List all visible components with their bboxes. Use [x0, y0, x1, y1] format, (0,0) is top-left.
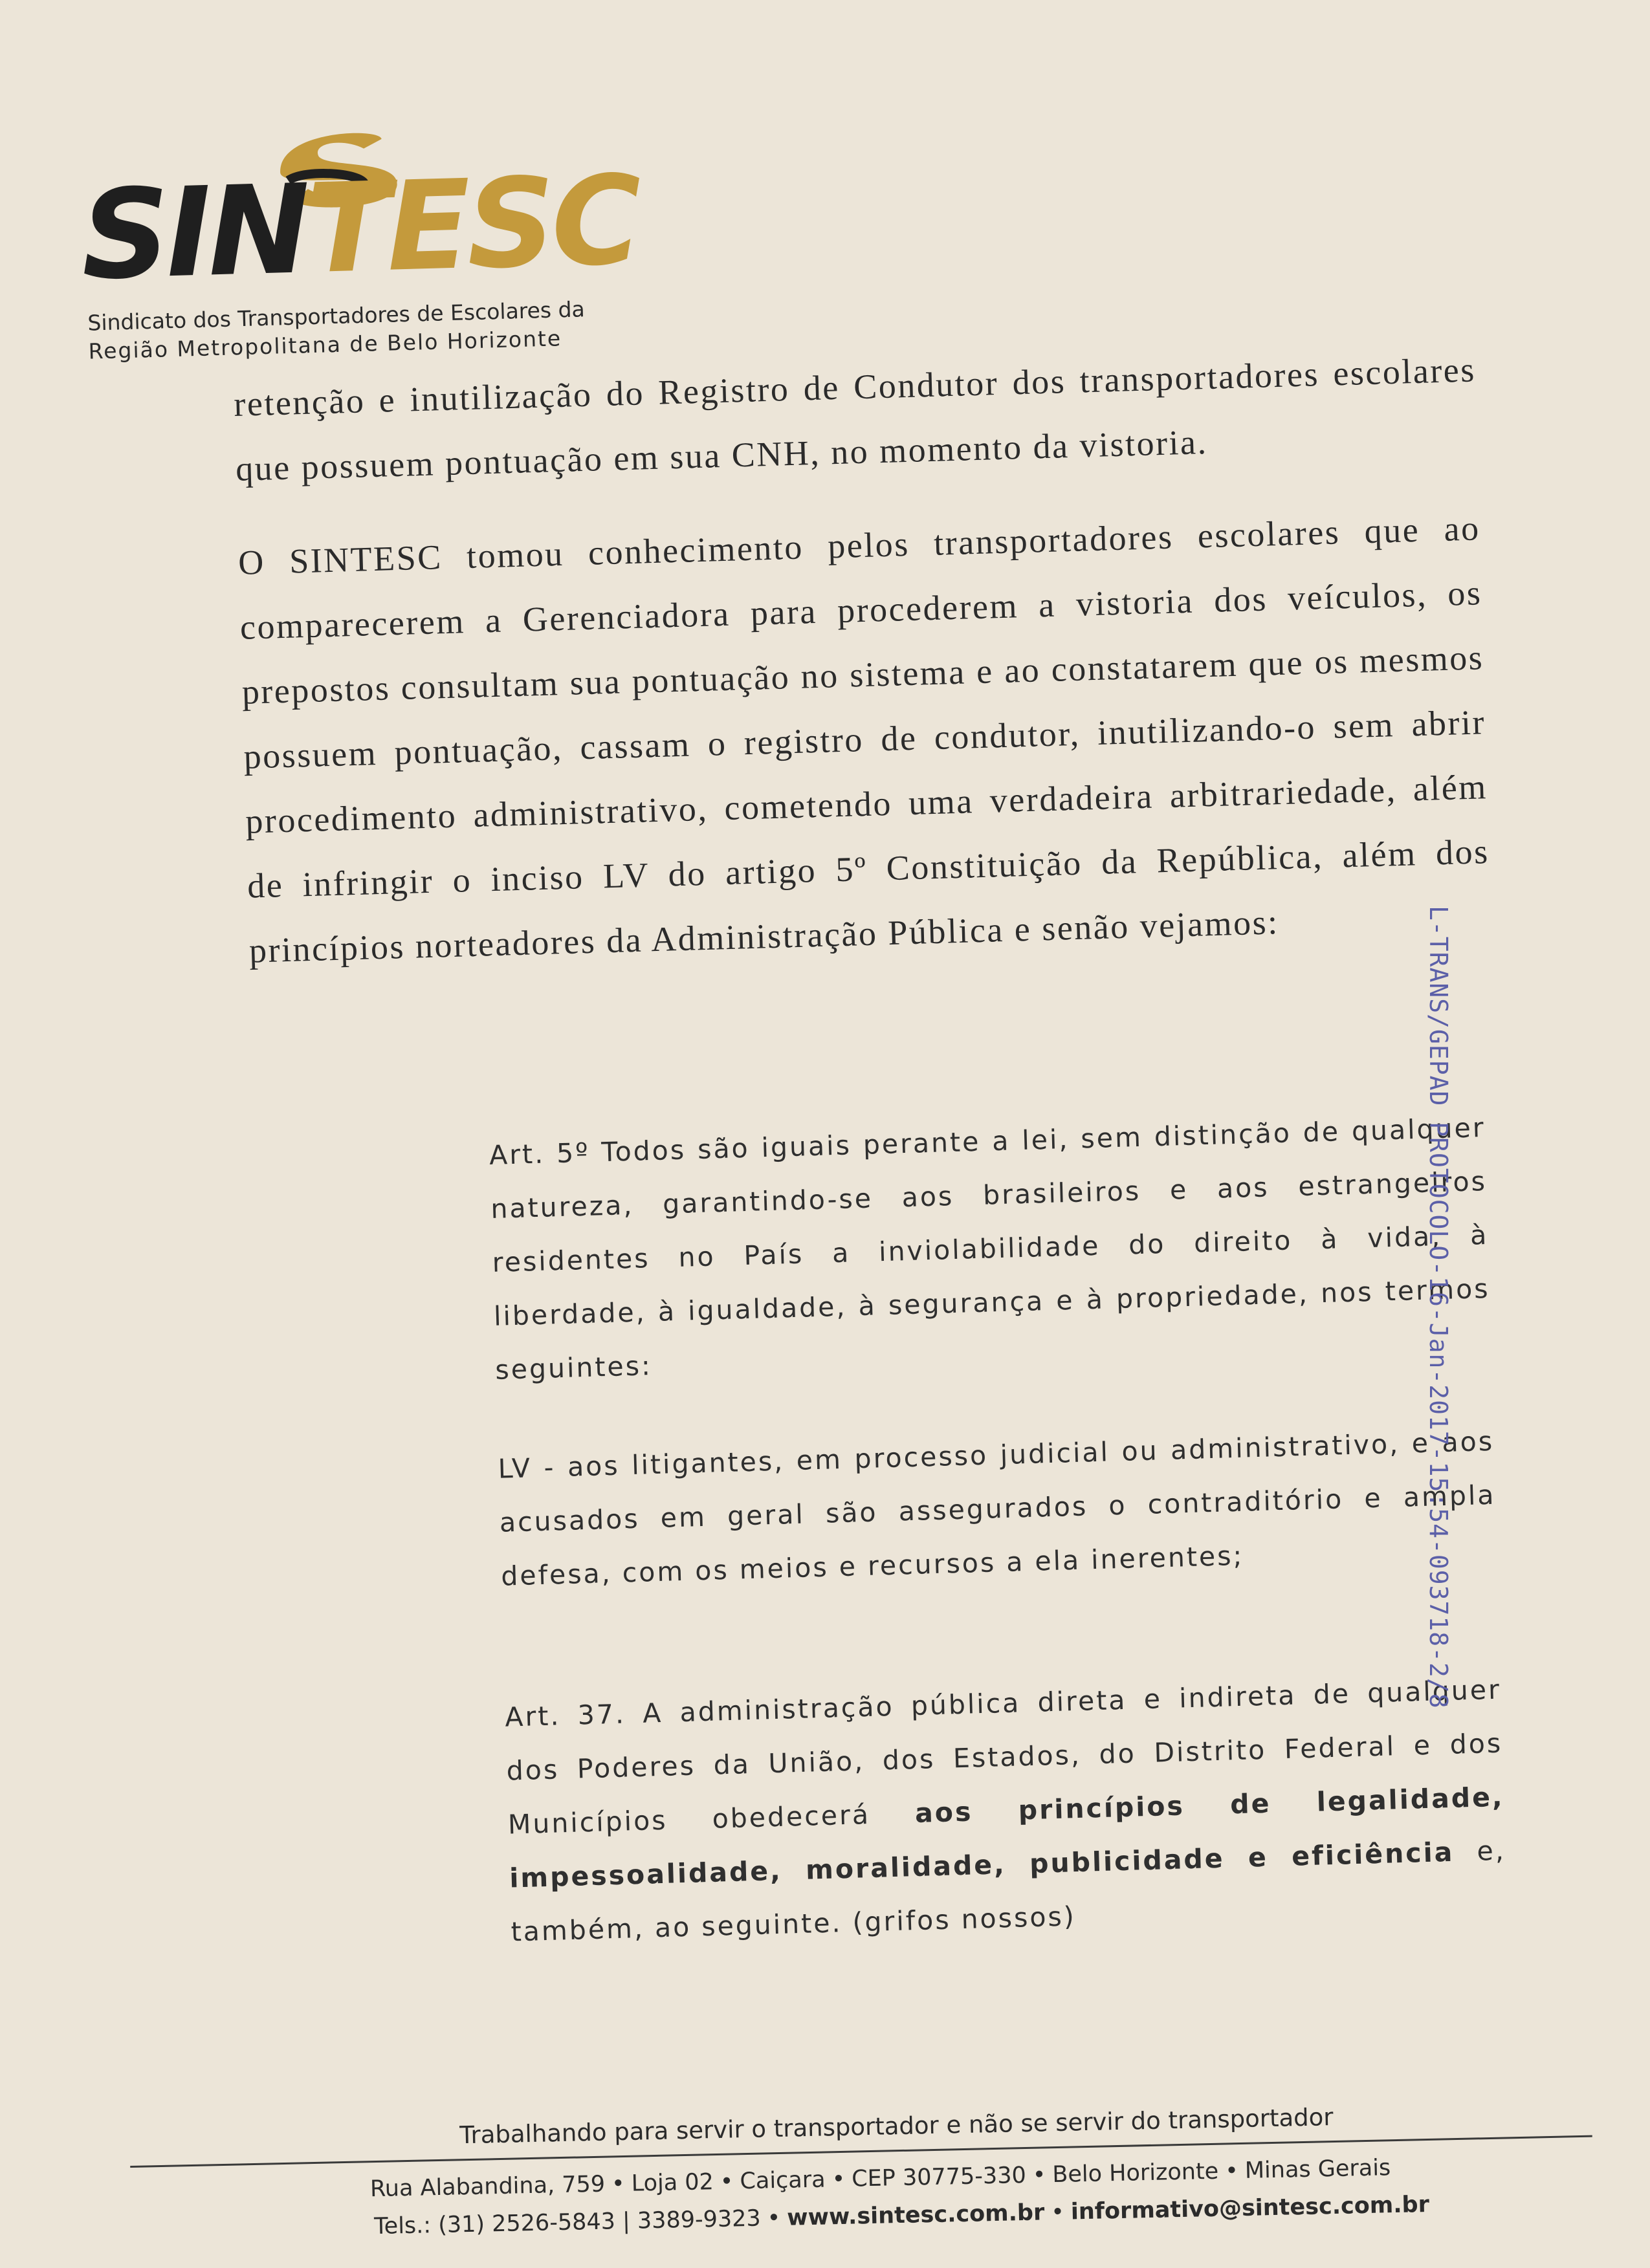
quote-art37: [504, 1663, 1508, 1959]
logo-text-gold-t: T: [305, 155, 389, 301]
address-loja: Loja 02: [631, 2169, 714, 2197]
bullet-icon: •: [767, 2205, 781, 2232]
footer-phones: Tels.: (31) 2526-5843 | 3389-9323: [373, 2205, 762, 2240]
bullet-icon: •: [1032, 2162, 1046, 2188]
bullet-icon: •: [1224, 2158, 1239, 2185]
quote-art37-start: Art. 37. A administração pública direta e indireta de qualquer dos Poderes da União, dos Estados, do Distrito Federal e dos Municípios obedecerá: [504, 1674, 1503, 1840]
address-cep: CEP 30775-330: [851, 2162, 1027, 2192]
address-city: Belo Horizonte: [1051, 2158, 1219, 2188]
legal-quotes: [489, 1101, 1508, 1959]
bullet-icon: •: [831, 2166, 846, 2193]
protocol-stamp: L-TRANS/GEPAD PROTOCOLO-16-Jan-2017-15:54-093718-2/8: [1424, 906, 1453, 1709]
org-name-line1: Sindicato dos Transportadores de Escolares da: [87, 296, 586, 336]
body-paragraph-1: retenção e inutilização do Registro de Condutor dos transportadores escolares que possuem pontuação em sua CNH, no momento da vistoria.: [233, 350, 1477, 488]
bullet-icon: •: [611, 2170, 626, 2197]
footer-email-link[interactable]: informativo@sintesc.com.br: [1070, 2191, 1430, 2225]
address-state: Minas Gerais: [1244, 2155, 1391, 2184]
bullet-icon: •: [720, 2168, 734, 2195]
address-street: Rua Alabandina, 759: [369, 2171, 606, 2203]
quote-art5: Art. 5º Todos são iguais perante a lei, sem distinção de qualquer natureza, garantindo-se aos brasileiros e aos estrangeiros residentes no País a inviolabilidade do direito à vida, à liberdade, à igualdade, à segurança e à propriedade, nos termos seguintes:: [489, 1111, 1491, 1386]
bullet-icon: •: [1050, 2199, 1065, 2226]
footer: [129, 2098, 1592, 2240]
org-name-line2: Região Metropolitana de Belo Horizonte: [88, 325, 562, 364]
logo-text-gold: ESC: [384, 148, 640, 299]
logo-text-dark: SIN: [79, 158, 309, 307]
letter-body: [233, 337, 1492, 983]
logo-wordmark: [79, 148, 640, 307]
quote-art37-end: e, também, ao seguinte. (grifos nossos): [511, 1835, 1506, 1948]
footer-contact: [374, 2192, 1429, 2240]
quote-art37-bold: aos princípios de legalidade, impessoalidade, moralidade, publicidade e eficiência: [509, 1781, 1505, 1894]
footer-slogan: Trabalhando para servir o transportador e não se servir do transportador: [459, 2103, 1334, 2150]
body-paragraph-2: O SINTESC tomou conhecimento pelos transportadores escolares que ao comparecerem a Gerenciadora para procederem a vistoria dos veículos, os prepostos consultam sua pontuação no sistema e ao constatarem que os mesmos possuem pontuação, cassam o registro de condutor, inutilizando-o sem abrir procedimento administrativo, cometendo uma verdadeira arbitrariedade, além de infringir o inciso LV do artigo 5º Constituição da República, além dos princípios norteadores da Administração Pública e senão vejamos:: [237, 508, 1490, 970]
letterhead: [78, 89, 640, 375]
quote-inciso-lv: LV - aos litigantes, em processo judicial ou administrativo, e aos acusados em geral são assegurados o contraditório e ampla defesa, com os meios e recursos a ela inerentes;: [498, 1425, 1497, 1592]
footer-website-link[interactable]: www.sintesc.com.br: [786, 2199, 1045, 2231]
address-bairro: Caiçara: [740, 2166, 826, 2195]
